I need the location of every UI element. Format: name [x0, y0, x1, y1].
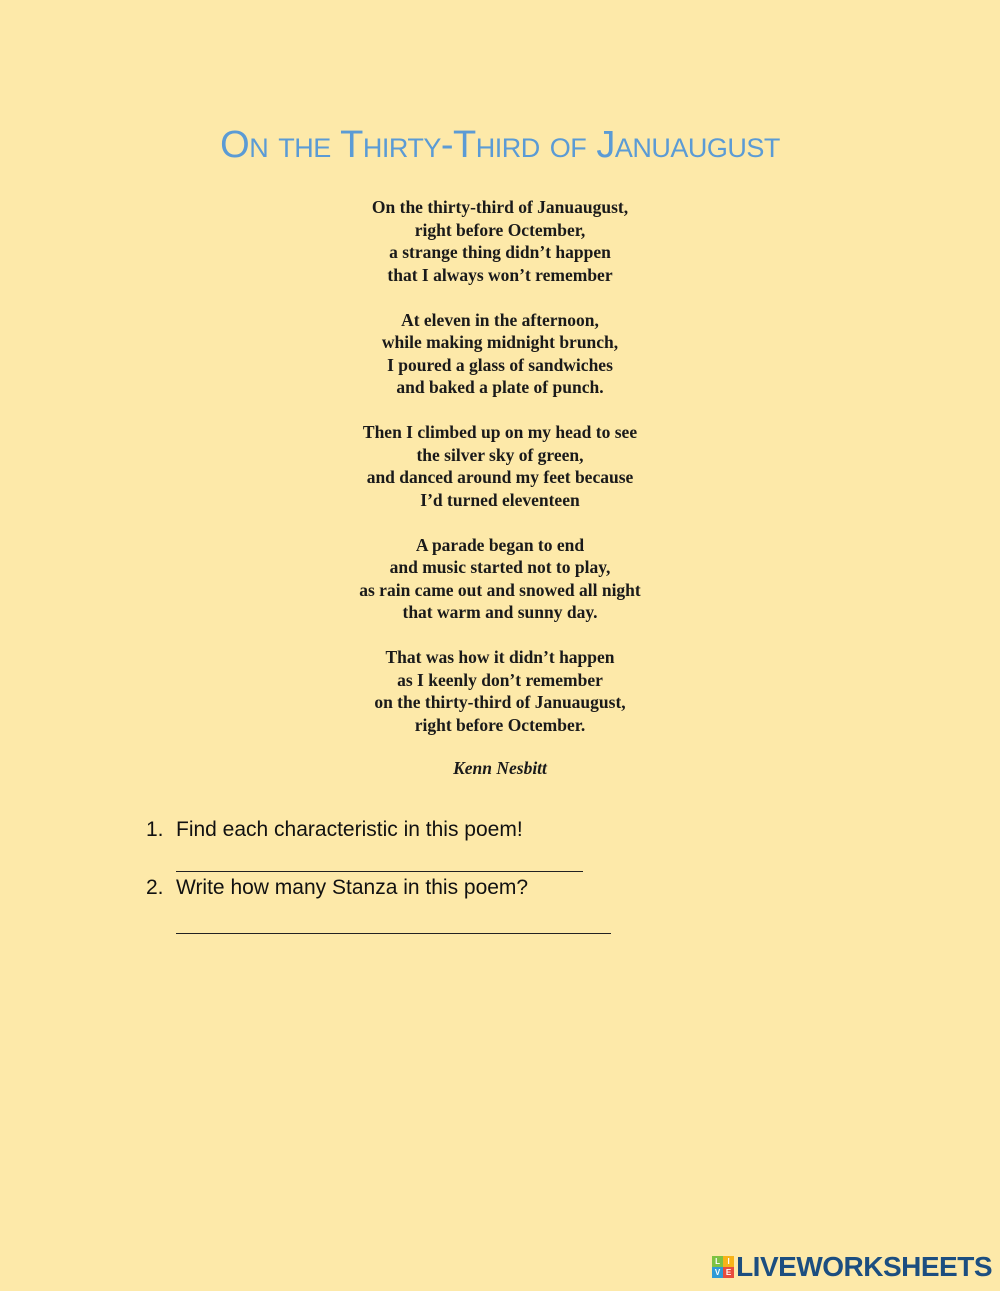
poem-line: Then I climbed up on my head to see	[362, 422, 638, 442]
poem-line: A parade began to end	[415, 534, 585, 555]
stanza-3	[0, 421, 1000, 511]
poem-title: On the Thirty-Third of Januaugust	[220, 124, 780, 166]
stanza-1	[0, 196, 1000, 286]
liveworksheets-logo	[712, 1251, 992, 1283]
poem-line: a strange thing didn’t happen	[389, 242, 611, 262]
badge-letter: I	[723, 1256, 734, 1267]
badge-letter: L	[712, 1256, 723, 1267]
stanza-5	[0, 646, 1000, 736]
logo-text: LIVEWORKSHEETS	[736, 1251, 992, 1282]
poem-line: as I keenly don’t remember	[397, 669, 603, 690]
question-2	[146, 874, 611, 902]
stanza-4	[0, 534, 1000, 624]
question-1	[146, 816, 611, 844]
poem-line: and danced around my feet because	[366, 467, 634, 487]
poem-line: On the thirty-third of Januaugust,	[371, 197, 629, 217]
poem-line: I poured a glass of sandwiches	[387, 354, 613, 375]
poem-line: on the thirty-third of Januaugust,	[374, 692, 626, 712]
poem-line: right before Octember,	[414, 219, 586, 240]
poem-line: that I always won’t remember	[387, 264, 613, 285]
poem-line: that warm and sunny day.	[402, 602, 598, 622]
question-number: 1.	[146, 818, 164, 841]
poem-line: At eleven in the afternoon,	[401, 309, 599, 330]
badge-letter: E	[723, 1267, 734, 1278]
answer-field-2[interactable]	[176, 902, 611, 936]
stanza-2	[0, 309, 1000, 399]
question-text: Find each characteristic in this poem!	[176, 818, 523, 841]
poem-author: Kenn Nesbitt	[453, 758, 547, 778]
poem-line: I’d turned eleventeen	[420, 489, 580, 510]
badge-letter: V	[712, 1267, 723, 1278]
question-number: 2.	[146, 876, 164, 899]
live-badge-icon	[712, 1256, 734, 1278]
poem-line: and music started not to play,	[389, 557, 611, 577]
answer-field-1[interactable]	[176, 844, 583, 874]
poem-line: right before Octember.	[414, 714, 586, 735]
poem-line: the silver sky of green,	[416, 444, 584, 465]
poem-line: and baked a plate of punch.	[396, 377, 604, 397]
poem-body	[0, 196, 1000, 759]
question-text: Write how many Stanza in this poem?	[176, 876, 529, 899]
poem-line: as rain came out and snowed all night	[359, 579, 641, 600]
poem-line: That was how it didn’t happen	[385, 647, 615, 667]
poem-line: while making midnight brunch,	[381, 332, 619, 352]
question-list	[146, 816, 611, 936]
